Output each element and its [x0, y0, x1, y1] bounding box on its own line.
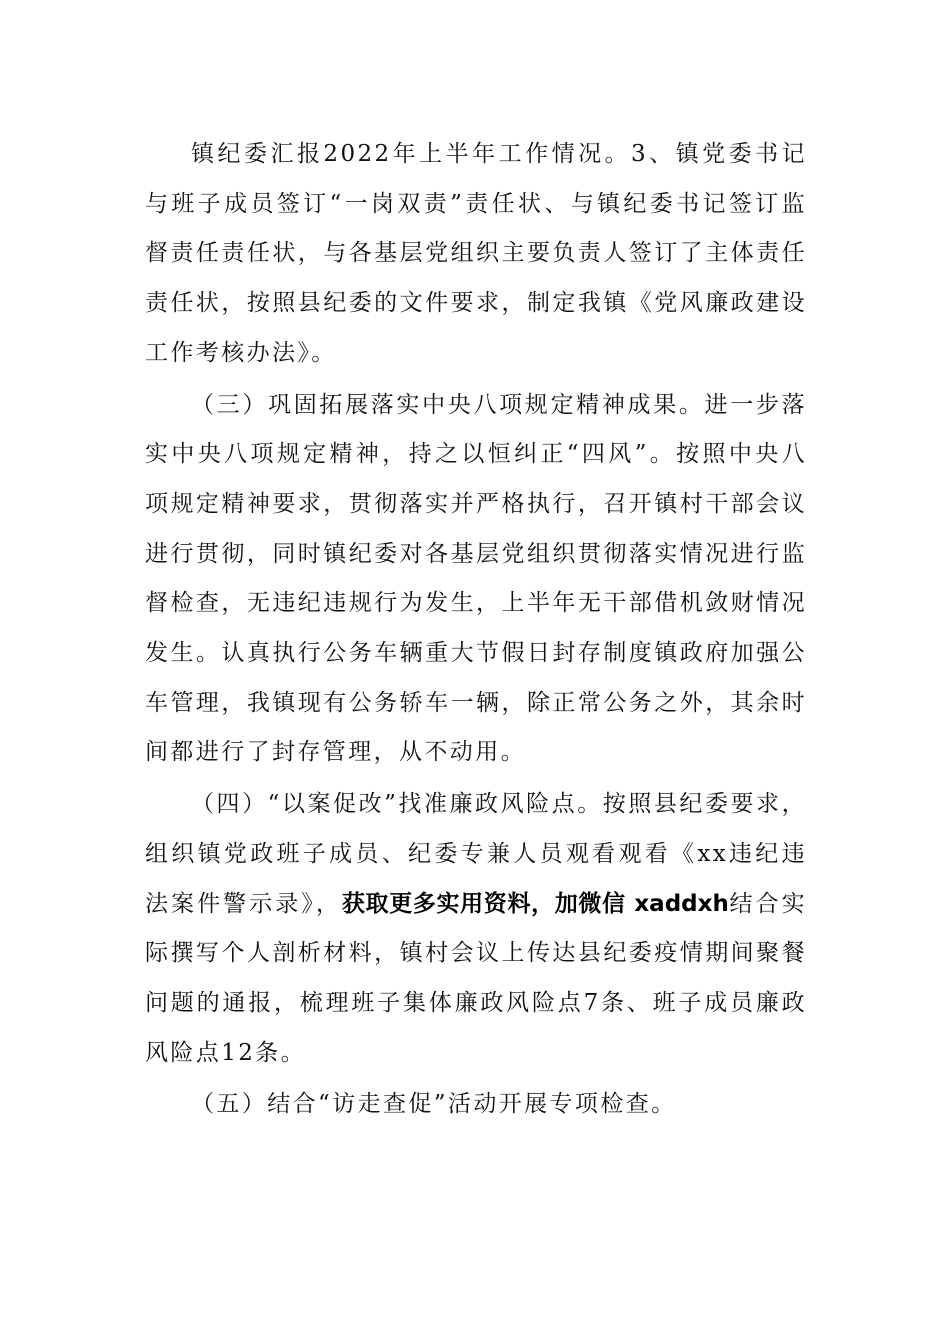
paragraph-3-text-before: （四）“以案促改”找准廉政风险点。按照县纪委要求，组织镇党政班子成员、纪委专兼人员观看观看《xx违纪违法案件警示录》， — [145, 791, 807, 917]
paragraph-1: 镇纪委汇报2022年上半年工作情况。3、镇党委书记与班子成员签订“一岗双责”责任状、与镇纪委书记签订监督责任责任状，与各基层党组织主要负责人签订了主体责任责任状，按照县纪委的文件要求，制定我镇《党风廉政建设工作考核办法》。 — [145, 141, 807, 366]
document-body — [145, 130, 807, 1132]
paragraph-4: （五）结合“访走查促”活动开展专项检查。 — [191, 1091, 677, 1118]
promo-highlight-text: 获取更多实用资料，加微信 xaddxh — [341, 890, 729, 917]
paragraph-3-text-after: 结合实际撰写个人剖析材料，镇村会议上传达县纪委疫情期间聚餐问题的通报，梳理班子集体廉政风险点7条、班子成员廉政风险点12条。 — [145, 890, 808, 1066]
paragraph-3 — [145, 780, 807, 1078]
paragraph-2: （三）巩固拓展落实中央八项规定精神成果。进一步落实中央八项规定精神，持之以恒纠正“四风”。按照中央八项规定精神要求，贯彻落实并严格执行，召开镇村干部会议进行贯彻，同时镇纪委对各基层党组织贯彻落实情况进行监督检查，无违纪违规行为发生，上半年无干部借机敛财情况发生。认真执行公务车辆重大节假日封存制度镇政府加强公车管理，我镇现有公务轿车一辆，除正常公务之外，其余时间都进行了封存管理，从不动用。 — [145, 391, 807, 766]
